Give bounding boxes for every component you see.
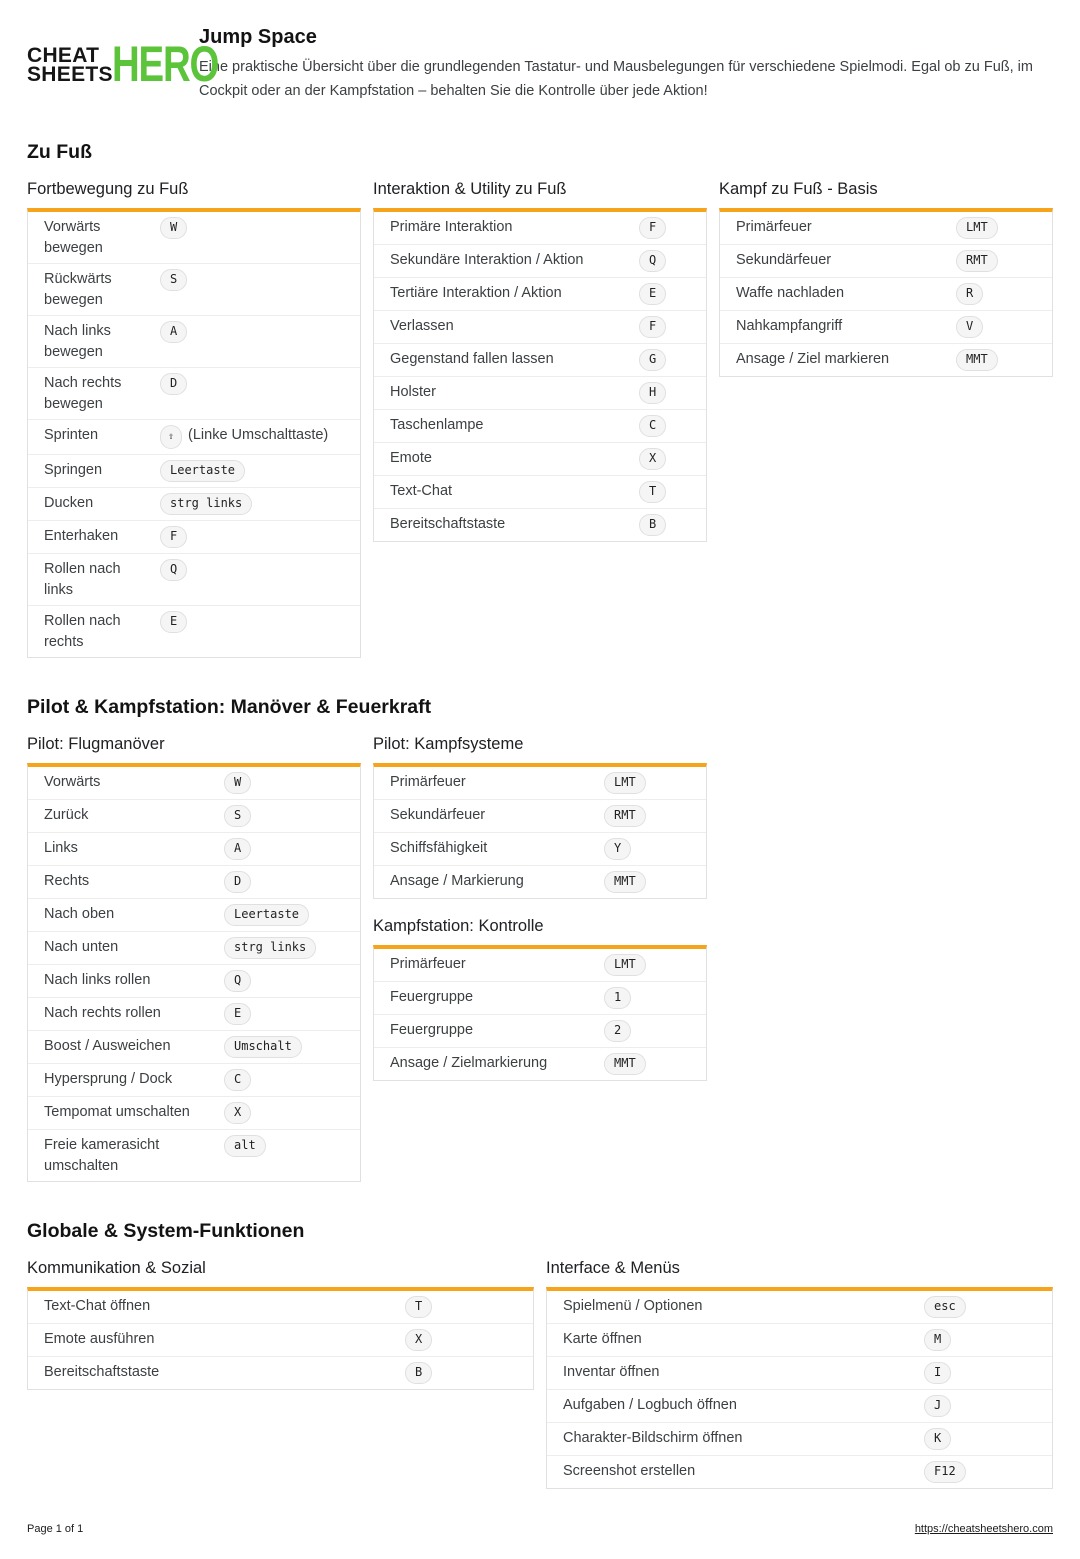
action-label: Nach unten [28, 932, 224, 965]
key-cell [956, 344, 1052, 377]
action-label: Spielmenü / Optionen [563, 1298, 703, 1314]
table-row [28, 212, 360, 264]
key-badge: strg links [160, 493, 252, 515]
table-row [374, 410, 706, 443]
section-title: Globale & System-Funktionen [27, 1220, 305, 1242]
table-row [374, 245, 706, 278]
page-title: Jump Space [199, 26, 317, 48]
key-cell [639, 311, 706, 344]
table-row [28, 998, 360, 1031]
action-label: Nach links rollen [28, 965, 224, 998]
action-label: Primärfeuer [390, 956, 466, 972]
action-label: Vorwärts bewegen [44, 219, 103, 256]
page-number: Page 1 of 1 [27, 1523, 84, 1535]
key-badge: esc [924, 1296, 966, 1318]
table-row [374, 377, 706, 410]
action-label: Enterhaken [28, 521, 160, 554]
action-label: Holster [374, 377, 639, 410]
key-badge: T [639, 481, 666, 503]
keybind-table [546, 1259, 1053, 1489]
table-row [374, 800, 706, 833]
key-cell [224, 833, 360, 866]
table-row [28, 1064, 360, 1097]
key-badge: H [639, 382, 666, 404]
key-badge: F [160, 526, 187, 548]
table-title: Kommunikation & Sozial [27, 1259, 206, 1277]
table-box [373, 763, 707, 899]
action-label: Rollen nach links [28, 554, 160, 606]
table-row [28, 932, 360, 965]
key-badge: RMT [956, 250, 998, 272]
action-label: Bereitschaftstaste [28, 1357, 405, 1390]
key-cell [160, 554, 360, 606]
action-label: Charakter-Bildschirm öffnen [547, 1423, 924, 1456]
table-row [28, 800, 360, 833]
key-cell [224, 800, 360, 833]
action-label: Taschenlampe [374, 410, 639, 443]
key-badge: D [224, 871, 251, 893]
key-cell [160, 264, 360, 316]
table-row [374, 982, 706, 1015]
table-row [547, 1423, 1052, 1456]
keybind-table [373, 917, 707, 1081]
table-row [28, 606, 360, 658]
key-badge: D [160, 373, 187, 395]
key-badge: W [160, 217, 187, 239]
table-box [373, 945, 707, 1081]
table-row [374, 344, 706, 377]
key-badge: X [639, 448, 666, 470]
key-cell [604, 982, 706, 1015]
key-badge: A [224, 838, 251, 860]
column [719, 180, 1053, 377]
key-cell [639, 410, 706, 443]
table-row [28, 521, 360, 554]
action-label: Nach links bewegen [28, 316, 160, 368]
key-badge: LMT [956, 217, 998, 239]
key-badge: alt [224, 1135, 266, 1157]
table-row [28, 420, 360, 455]
key-cell [224, 998, 360, 1031]
action-label: Links [28, 833, 224, 866]
key-cell [604, 767, 706, 800]
action-label: Bereitschaftstaste [374, 509, 639, 542]
key-cell [924, 1357, 1052, 1390]
key-cell [160, 212, 360, 264]
table-box [719, 208, 1053, 377]
action-label: Springen [28, 455, 160, 488]
key-badge: RMT [604, 805, 646, 827]
action-label: Schiffsfähigkeit [374, 833, 604, 866]
key-cell [639, 509, 706, 542]
key-cell [224, 965, 360, 998]
table-row [28, 264, 360, 316]
action-label: Tertiäre Interaktion / Aktion [374, 278, 639, 311]
action-label: Emote ausführen [28, 1324, 405, 1357]
action-label: Ducken [28, 488, 160, 521]
key-cell [956, 212, 1052, 245]
action-label: Ansage / Zielmarkierung [374, 1048, 604, 1081]
column [373, 735, 707, 1081]
key-badge: 2 [604, 1020, 631, 1042]
action-label: Boost / Ausweichen [28, 1031, 224, 1064]
key-badge: E [639, 283, 666, 305]
logo-word-hero: HERO [111, 36, 218, 92]
table-title: Interface & Menüs [546, 1259, 680, 1277]
logo-wordmark [27, 43, 113, 86]
key-badge: C [224, 1069, 251, 1091]
section-columns [27, 1259, 1053, 1489]
key-cell [924, 1291, 1052, 1324]
keybind-table [373, 180, 707, 542]
key-badge: V [956, 316, 983, 338]
action-label: Nach oben [28, 899, 224, 932]
key-cell [956, 245, 1052, 278]
key-cell [639, 245, 706, 278]
action-label: Feuergruppe [374, 982, 604, 1015]
key-badge: Leertaste [160, 460, 245, 482]
key-cell [924, 1390, 1052, 1423]
table-title: Kampfstation: Kontrolle [373, 917, 544, 935]
keybind-table [27, 735, 361, 1182]
key-cell [639, 377, 706, 410]
key-cell [639, 344, 706, 377]
key-cell [160, 420, 360, 455]
key-badge: MMT [604, 1053, 646, 1075]
table-row [547, 1324, 1052, 1357]
key-badge: G [639, 349, 666, 371]
table-title: Kampf zu Fuß - Basis [719, 180, 878, 198]
table-row [28, 554, 360, 606]
action-label: Sekundärfeuer [374, 800, 604, 833]
key-badge: K [924, 1428, 951, 1450]
key-badge: I [924, 1362, 951, 1384]
section-columns [27, 735, 1053, 1182]
key-badge: Leertaste [224, 904, 309, 926]
key-cell [405, 1357, 533, 1390]
key-badge: E [160, 611, 187, 633]
section-title: Pilot & Kampfstation: Manöver & Feuerkraft [27, 696, 432, 718]
key-badge: F [639, 217, 666, 239]
action-label: Nach rechts bewegen [28, 368, 160, 420]
key-badge: F12 [924, 1461, 966, 1483]
table-row [28, 316, 360, 368]
key-badge: LMT [604, 772, 646, 794]
key-cell [604, 1048, 706, 1081]
key-badge: W [224, 772, 251, 794]
section [27, 1220, 1053, 1489]
key-cell [924, 1456, 1052, 1489]
table-row [720, 278, 1052, 311]
table-row [374, 509, 706, 542]
key-cell [405, 1291, 533, 1324]
key-cell [160, 606, 360, 658]
page-footer [27, 1523, 1053, 1535]
action-label: Gegenstand fallen lassen [374, 344, 639, 377]
key-cell [224, 1097, 360, 1130]
action-label: Ansage / Ziel markieren [720, 344, 956, 377]
key-badge: Q [639, 250, 666, 272]
action-label: Ansage / Markierung [374, 866, 604, 899]
table-row [374, 1015, 706, 1048]
column [546, 1259, 1053, 1489]
key-cell [224, 899, 360, 932]
table-row [374, 311, 706, 344]
column [27, 735, 361, 1182]
key-cell [224, 767, 360, 800]
table-row [28, 1130, 360, 1182]
action-label: Nach rechts rollen [28, 998, 224, 1031]
table-row [28, 1031, 360, 1064]
action-label: Sprinten [28, 420, 160, 455]
key-badge: T [405, 1296, 432, 1318]
table-row [720, 245, 1052, 278]
table-row [720, 344, 1052, 377]
key-cell [224, 1130, 360, 1182]
key-suffix: (Linke Umschalttaste) [188, 427, 329, 443]
key-badge: C [639, 415, 666, 437]
key-cell [160, 488, 360, 521]
table-row [28, 1324, 533, 1357]
table-row [374, 833, 706, 866]
logo-word-sheets: SHEETS [27, 62, 113, 86]
table-row [547, 1456, 1052, 1489]
key-cell [639, 278, 706, 311]
section [27, 696, 1053, 1182]
section-columns [27, 180, 1053, 658]
key-badge: F [639, 316, 666, 338]
table-row [28, 455, 360, 488]
site-link[interactable]: https://cheatsheetshero.com [914, 1523, 1053, 1535]
action-label: Freie kamerasicht umschalten [28, 1130, 224, 1182]
key-cell [160, 316, 360, 368]
column [27, 180, 361, 658]
keybind-table [27, 180, 361, 658]
key-badge: Q [224, 970, 251, 992]
action-label: Tempomat umschalten [28, 1097, 224, 1130]
column [27, 1259, 534, 1390]
table-box [27, 208, 361, 658]
table-title: Interaktion & Utility zu Fuß [373, 180, 567, 198]
action-label: Karte öffnen [547, 1324, 924, 1357]
key-cell [924, 1324, 1052, 1357]
table-row [547, 1291, 1052, 1324]
table-row [28, 1357, 533, 1390]
keybind-table [373, 735, 707, 899]
table-row [28, 368, 360, 420]
action-label: Sekundäre Interaktion / Aktion [374, 245, 639, 278]
table-row [374, 767, 706, 800]
table-box [373, 208, 707, 542]
key-cell [604, 866, 706, 899]
action-label: Primärfeuer [736, 219, 812, 235]
key-cell [604, 949, 706, 982]
key-badge: B [639, 514, 666, 536]
action-label: Inventar öffnen [547, 1357, 924, 1390]
header-text [199, 26, 1053, 103]
column [373, 180, 707, 542]
keybind-table [27, 1259, 534, 1390]
action-label: Text-Chat öffnen [44, 1298, 151, 1314]
key-cell [405, 1324, 533, 1357]
action-label: Zurück [28, 800, 224, 833]
table-row [720, 311, 1052, 344]
key-badge: B [405, 1362, 432, 1384]
key-cell [956, 278, 1052, 311]
key-badge: LMT [604, 954, 646, 976]
action-label: Verlassen [374, 311, 639, 344]
key-badge: ⇧ [160, 425, 182, 449]
key-cell [604, 833, 706, 866]
key-badge: S [224, 805, 251, 827]
key-cell [956, 311, 1052, 344]
table-row [547, 1390, 1052, 1423]
key-badge: S [160, 269, 187, 291]
action-label: Feuergruppe [374, 1015, 604, 1048]
cheatsheetshero-logo [27, 36, 218, 92]
key-cell [224, 866, 360, 899]
table-row [28, 767, 360, 800]
keybind-table [719, 180, 1053, 377]
action-label: Rückwärts bewegen [28, 264, 160, 316]
action-label: Nahkampfangriff [720, 311, 956, 344]
table-row [374, 443, 706, 476]
action-label: Vorwärts [44, 774, 101, 790]
table-row [720, 212, 1052, 245]
table-row [374, 212, 706, 245]
key-badge: X [224, 1102, 251, 1124]
key-badge: strg links [224, 937, 316, 959]
action-label: Primärfeuer [390, 774, 466, 790]
key-badge: Y [604, 838, 631, 860]
key-cell [160, 521, 360, 554]
key-cell [224, 932, 360, 965]
action-label: Rollen nach rechts [28, 606, 160, 658]
table-row [547, 1357, 1052, 1390]
key-cell [639, 476, 706, 509]
key-badge: 1 [604, 987, 631, 1009]
key-cell [604, 1015, 706, 1048]
logo-word-cheat: CHEAT [27, 43, 100, 67]
section-title: Zu Fuß [27, 141, 92, 163]
key-cell [924, 1423, 1052, 1456]
table-row [28, 1291, 533, 1324]
table-row [28, 833, 360, 866]
action-label: Waffe nachladen [720, 278, 956, 311]
action-label: Aufgaben / Logbuch öffnen [547, 1390, 924, 1423]
key-cell [224, 1064, 360, 1097]
table-row [28, 899, 360, 932]
table-row [374, 1048, 706, 1081]
table-row [374, 278, 706, 311]
key-badge: Q [160, 559, 187, 581]
key-badge: R [956, 283, 983, 305]
key-badge: MMT [604, 871, 646, 893]
action-label: Rechts [28, 866, 224, 899]
key-badge: A [160, 321, 187, 343]
table-row [28, 965, 360, 998]
key-badge: MMT [956, 349, 998, 371]
table-row [28, 488, 360, 521]
table-box [546, 1287, 1053, 1489]
action-label: Emote [374, 443, 639, 476]
table-row [374, 866, 706, 899]
key-badge: E [224, 1003, 251, 1025]
table-row [374, 476, 706, 509]
table-row [374, 949, 706, 982]
key-cell [604, 800, 706, 833]
key-cell [160, 455, 360, 488]
key-cell [224, 1031, 360, 1064]
table-row [28, 1097, 360, 1130]
action-label: Screenshot erstellen [547, 1456, 924, 1489]
sections [27, 141, 1053, 1489]
page-description: Eine praktische Übersicht über die grundlegenden Tastatur- und Mausbelegungen für verschiedene Spielmodi. Egal ob zu Fuß, im Cockpit oder an der Kampfstation – behalten Sie die Kontrolle über jede Aktion! [199, 59, 1033, 99]
table-title: Pilot: Flugmanöver [27, 735, 165, 753]
key-cell [639, 212, 706, 245]
key-badge: X [405, 1329, 432, 1351]
table-box [27, 1287, 534, 1390]
key-cell [160, 368, 360, 420]
action-label: Primäre Interaktion [390, 219, 513, 235]
table-row [28, 866, 360, 899]
table-box [27, 763, 361, 1182]
action-label: Sekundärfeuer [720, 245, 956, 278]
section [27, 141, 1053, 658]
key-badge: J [924, 1395, 951, 1417]
key-cell [639, 443, 706, 476]
page-header [27, 26, 1053, 103]
action-label: Hypersprung / Dock [28, 1064, 224, 1097]
action-label: Text-Chat [374, 476, 639, 509]
table-title: Pilot: Kampfsysteme [373, 735, 524, 753]
table-title: Fortbewegung zu Fuß [27, 180, 189, 198]
key-badge: M [924, 1329, 951, 1351]
key-badge: Umschalt [224, 1036, 302, 1058]
